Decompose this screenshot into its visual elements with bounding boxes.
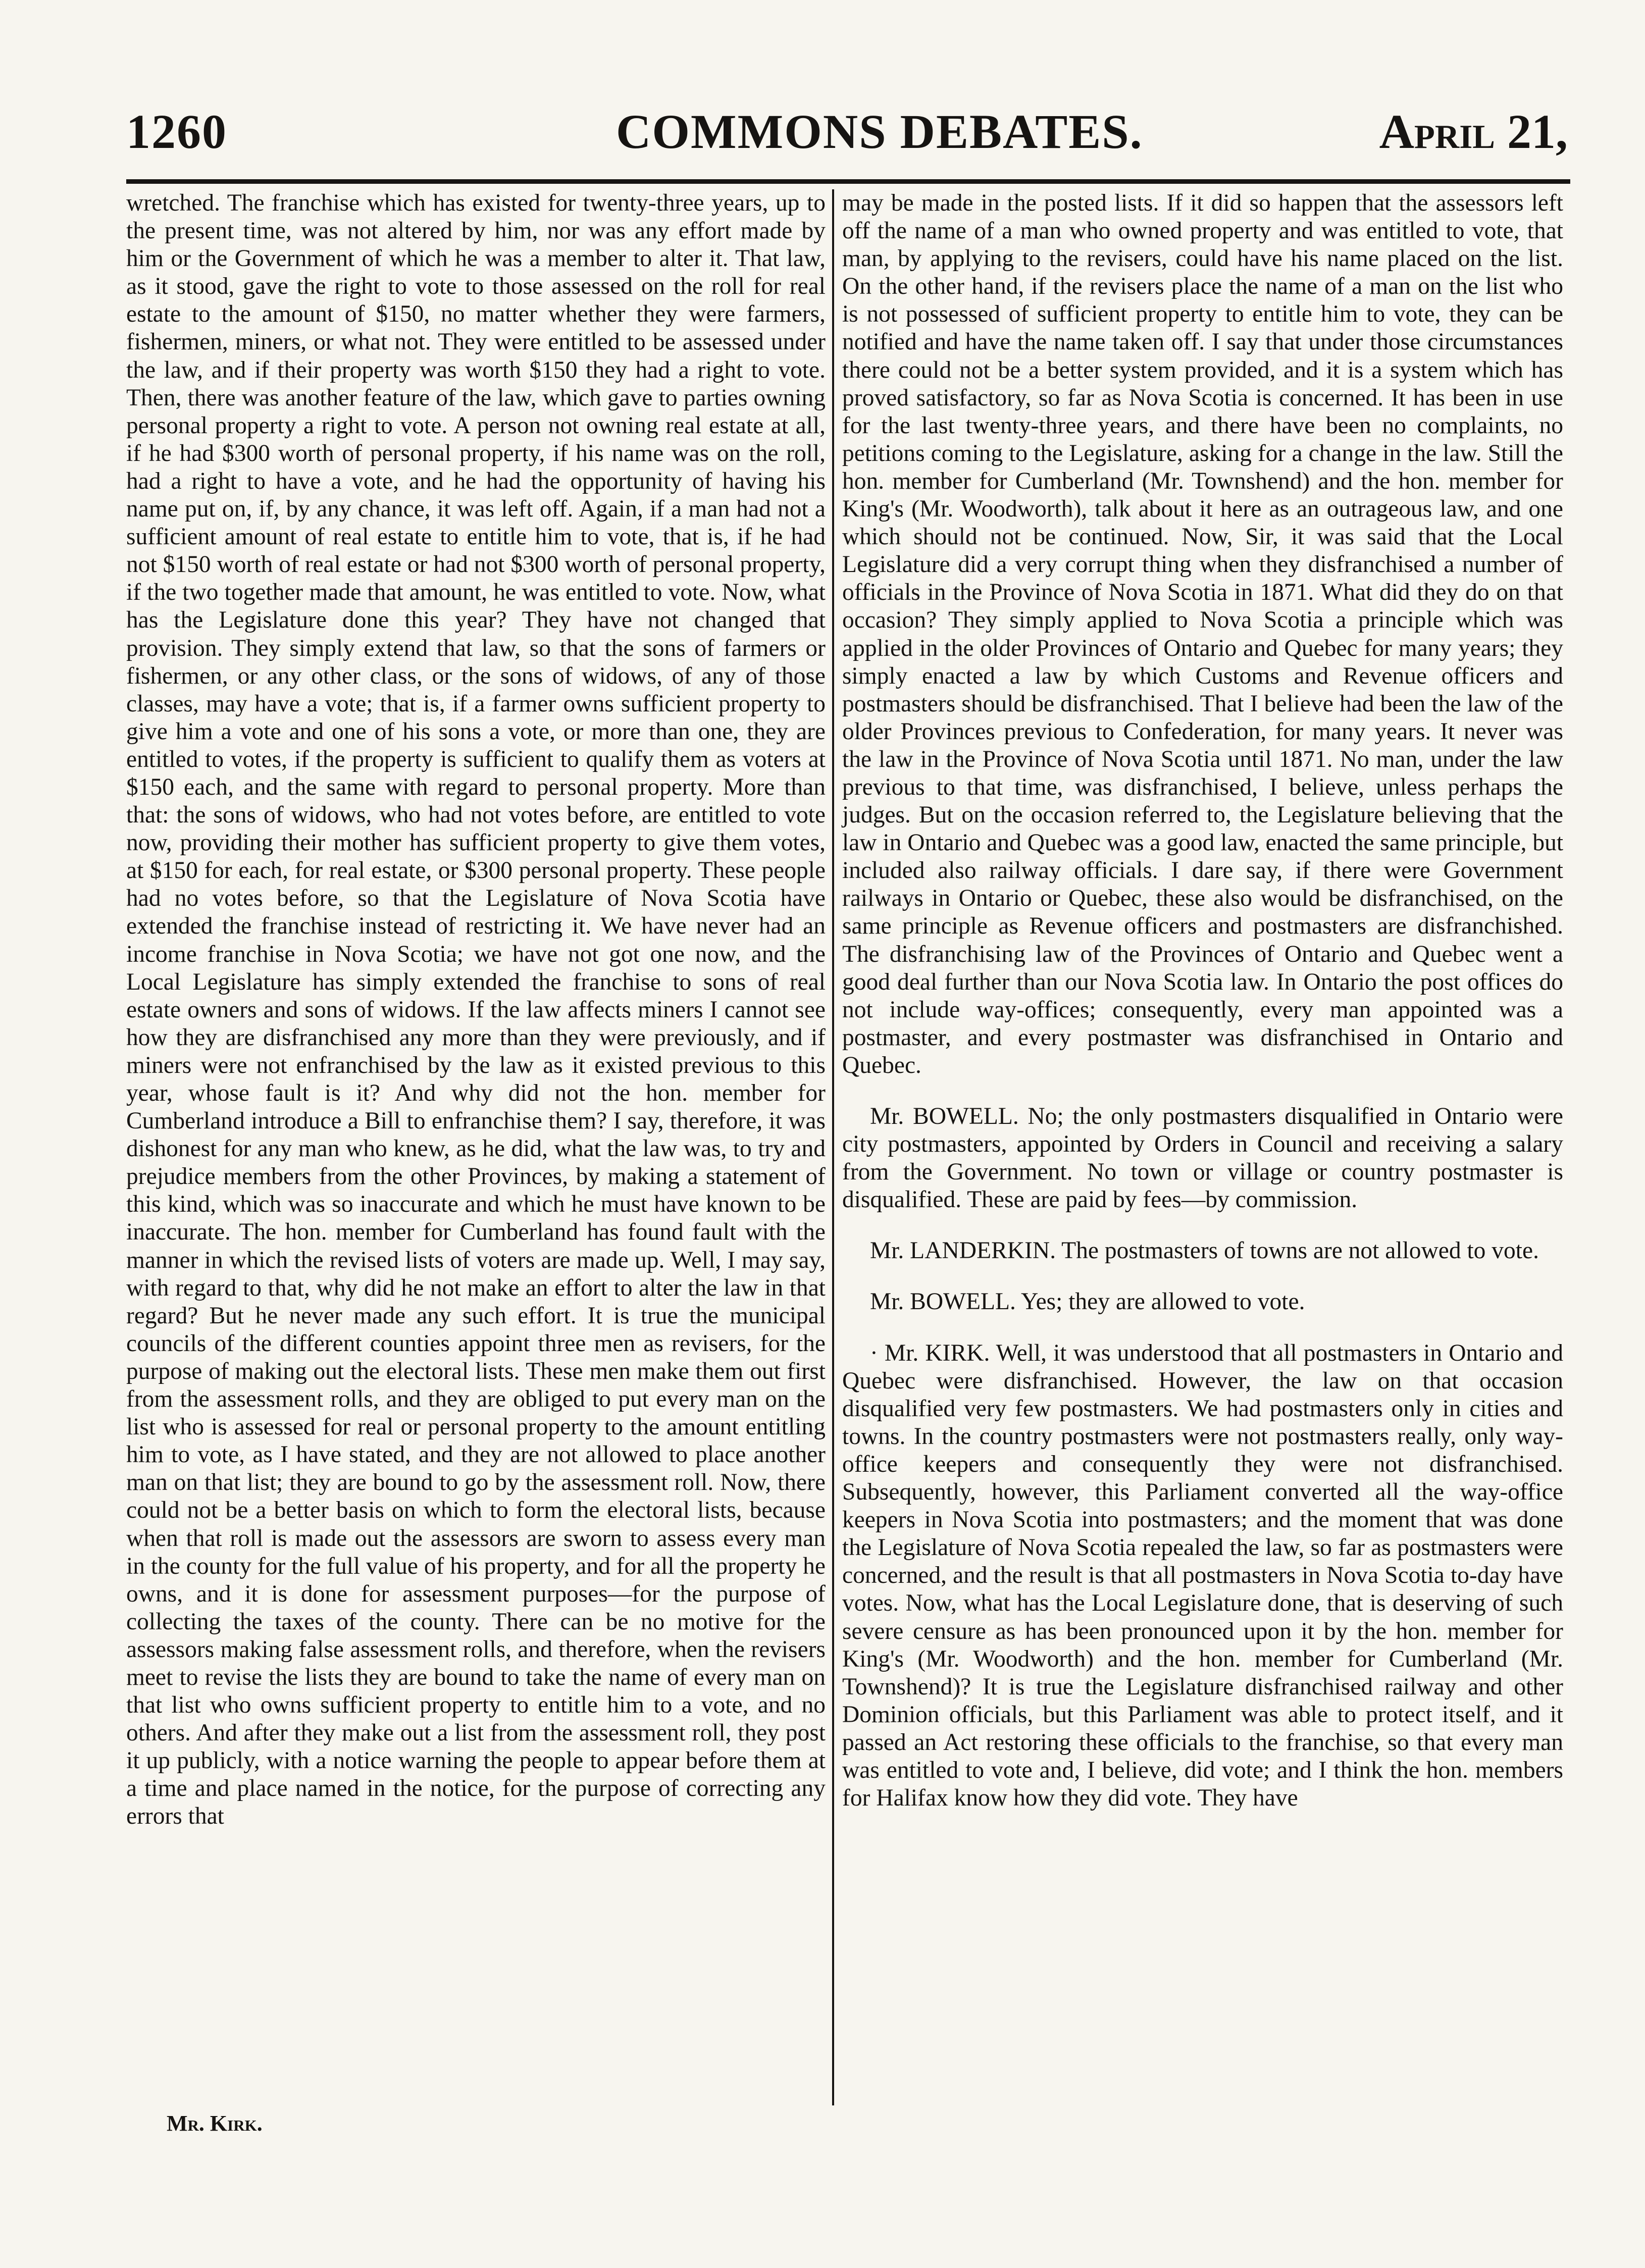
speech-text: Well, it was understood that all postmasters in Ontario and Quebec were disfranchised. However, the law on that occasion disqualified very few postmasters. We had postmasters only in cities and towns. In the country postmasters were not postmasters really, only way-office keepers and consequently they were not disfranchised. Subsequently, however, this Parliament converted all the way-office keepers in Nova Scotia into postmasters; and the moment that was done the Legislature of Nova Scotia repealed the law, so far as postmasters were concerned, and the result is that all postmasters in Nova Scotia to-day have votes. Now, what has the Local Legislature done, that is deserving of such severe censure as has been pronounced upon it by the hon. member for King's (Mr. Woodworth) and the hon. member for Cumberland (Mr. Townshend)? It is true the Legislature disfranchised railway and other Dominion officials, but this Parliament was able to protect itself, and it passed an Act restoring these officials to the franchise, so that every man was entitled to vote and, I believe, did vote; and I think the hon. members for Halifax know how they did vote. They have — [842, 1339, 1563, 1812]
speaker-name: Mr. LANDERKIN. — [870, 1238, 1056, 1264]
speech-landerkin — [842, 1237, 1563, 1265]
speech-bowell-1 — [842, 1103, 1563, 1214]
speaker-name: · Mr. KIRK. — [870, 1339, 990, 1366]
page-title: COMMONS DEBATES. — [616, 105, 1143, 159]
footer-speaker: Mr. Kirk. — [167, 2111, 263, 2136]
speech-bowell-2 — [842, 1288, 1563, 1316]
speech-text: The postmasters of towns are not allowed to vote. — [1061, 1238, 1539, 1264]
right-column — [842, 189, 1563, 1812]
speech-text: No; the only postmasters disqualified in Ontario were city postmasters, appointed by Orders in Council and receiving a salary from the Government. No town or village or country postmaster is disqualified. These are paid by fees—by commission. — [842, 1103, 1563, 1213]
speech-text: Yes; they are allowed to vote. — [1021, 1288, 1305, 1315]
left-column-text: wretched. The franchise which has existed for twenty-three years, up to the present time, was not altered by him, nor was any effort made by him or the Government of which he was a member to alter it. That law, as it stood, gave the right to vote to those assessed on the roll for real estate to the amount of $150, no matter whether they were farmers, fishermen, miners, or what not. They were entitled to be assessed under the law, and if their property was worth $150 they had a right to vote. Then, there was another feature of the law, which gave to parties owning personal property a right to vote. A person not owning real estate at all, if he had $300 worth of personal property, if his name was on the roll, had a right to have a vote, and he had the opportunity of having his name put on, if, by any chance, it was left off. Again, if a man had not a sufficient amount of real estate to entitle him to vote, that is, if he had not $150 worth of real estate or had not $300 worth of personal property, if the two together made that amount, he was entitled to vote. Now, what has the Legislature done this year? They have not changed that provision. They simply extend that law, so that the sons of farmers or fishermen, or any other class, or the sons of widows, of any of those classes, may have a vote; that is, if a farmer owns sufficient property to give him a vote and one of his sons a vote, or more than one, they are entitled to votes, if the property is sufficient to qualify them as voters at $150 each, and the same with regard to personal property. More than that: the sons of widows, who had not votes before, are entitled to vote now, providing their mother has sufficient property to give them votes, at $150 for each, for real estate, or $300 personal property. These people had no votes before, so that the Legislature of Nova Scotia have extended the franchise instead of restricting it. We have never had an income franchise in Nova Scotia; we have not got one now, and the Local Legislature has simply extended the franchise to sons of real estate owners and sons of widows. If the law affects miners I cannot see how they are disfranchised any more than they were previously, and if miners were not enfranchised by the law as it existed previous to this year, whose fault is it? And why did not the hon. member for Cumberland introduce a Bill to enfranchise them? I say, therefore, it was dishonest for any man who knew, as he did, what the law was, to try and prejudice members from the other Provinces, by making a statement of this kind, which was so inaccurate and which he must have known to be inaccurate. The hon. member for Cumberland has found fault with the manner in which the revised lists of voters are made up. Well, I may say, with regard to that, why did he not make an effort to alter the law in that regard? But he never made any such effort. It is true the municipal councils of the different counties appoint three men as revisers, for the purpose of making out the electoral lists. These men make them out first from the assessment rolls, and they are obliged to put every man on the list who is assessed for real or personal property to the amount entitling him to vote, as I have stated, and they are not allowed to place another man on that list; they are bound to go by the assessment roll. Now, there could not be a better basis on which to form the electoral lists, because when that roll is made out the assessors are sworn to assess every man in the county for the full value of his property, and for all the property he owns, and it is done for assessment purposes—for the purpose of collecting the taxes of the county. There can be no motive for the assessors making false assessment rolls, and therefore, when the revisers meet to revise the lists they are bound to take the name of every man on that list who owns sufficient property to entitle him to a vote, and no others. And after they make out a list from the assessment roll, they post it up publicly, with a notice warning the people to appear before them at a time and place named in the notice, for the purpose of correcting any errors that — [126, 190, 826, 1830]
page-number: 1260 — [126, 105, 227, 159]
page-date: April 21, — [1379, 105, 1568, 159]
column-divider — [832, 189, 834, 2105]
speaker-name: Mr. BOWELL. — [870, 1288, 1016, 1315]
right-column-continuation: may be made in the posted lists. If it did so happen that the assessors left off the name of a man who owned property and was entitled to vote, that man, by applying to the revisers, could have his name placed on the list. On the other hand, if the revisers place the name of a man on the list who is not possessed of sufficient property to entitle him to vote, they can be notified and have the name taken off. I say that under those circumstances there could not be a better system provided, and it is a system which has proved satisfactory, so far as Nova Scotia is concerned. It has been in use for the last twenty-three years, and there have been no complaints, no petitions coming to the Legislature, asking for a change in the law. Still the hon. member for Cumberland (Mr. Townshend) and the hon. member for King's (Mr. Woodworth), talk about it here as an outrageous law, and one which should not be continued. Now, Sir, it was said that the Local Legislature did a very corrupt thing when they disfranchised a number of officials in the Province of Nova Scotia in 1871. What did they do on that occasion? They simply applied to Nova Scotia a principle which was applied in the older Provinces of Ontario and Quebec for many years; they simply enacted a law by which Customs and Revenue officers and postmasters should be disfranchised. That I believe had been the law of the older Provinces previous to Confederation, for many years. It never was the law in the Province of Nova Scotia until 1871. No man, under the law previous to that time, was disfranchised, I believe, unless perhaps the judges. But on the occasion referred to, the Legislature believing that the law in Ontario and Quebec was a good law, enacted the same principle, but included also railway officials. I dare say, if there were Government railways in Ontario or Quebec, these also would be disfranchised, on the same principle as Revenue officers and postmasters are disfranchished. The disfranchising law of the Provinces of Ontario and Quebec went a good deal further than our Nova Scotia law. In Ontario the post offices do not include way-offices; consequently, every man appointed was a postmaster, and every postmaster was disfranchised in Ontario and Quebec. — [842, 190, 1564, 1078]
left-column — [126, 189, 826, 1831]
speech-kirk — [842, 1339, 1563, 1813]
header-rule — [126, 179, 1570, 184]
speaker-name: Mr. BOWELL. — [870, 1103, 1019, 1129]
page-header — [126, 104, 1568, 179]
